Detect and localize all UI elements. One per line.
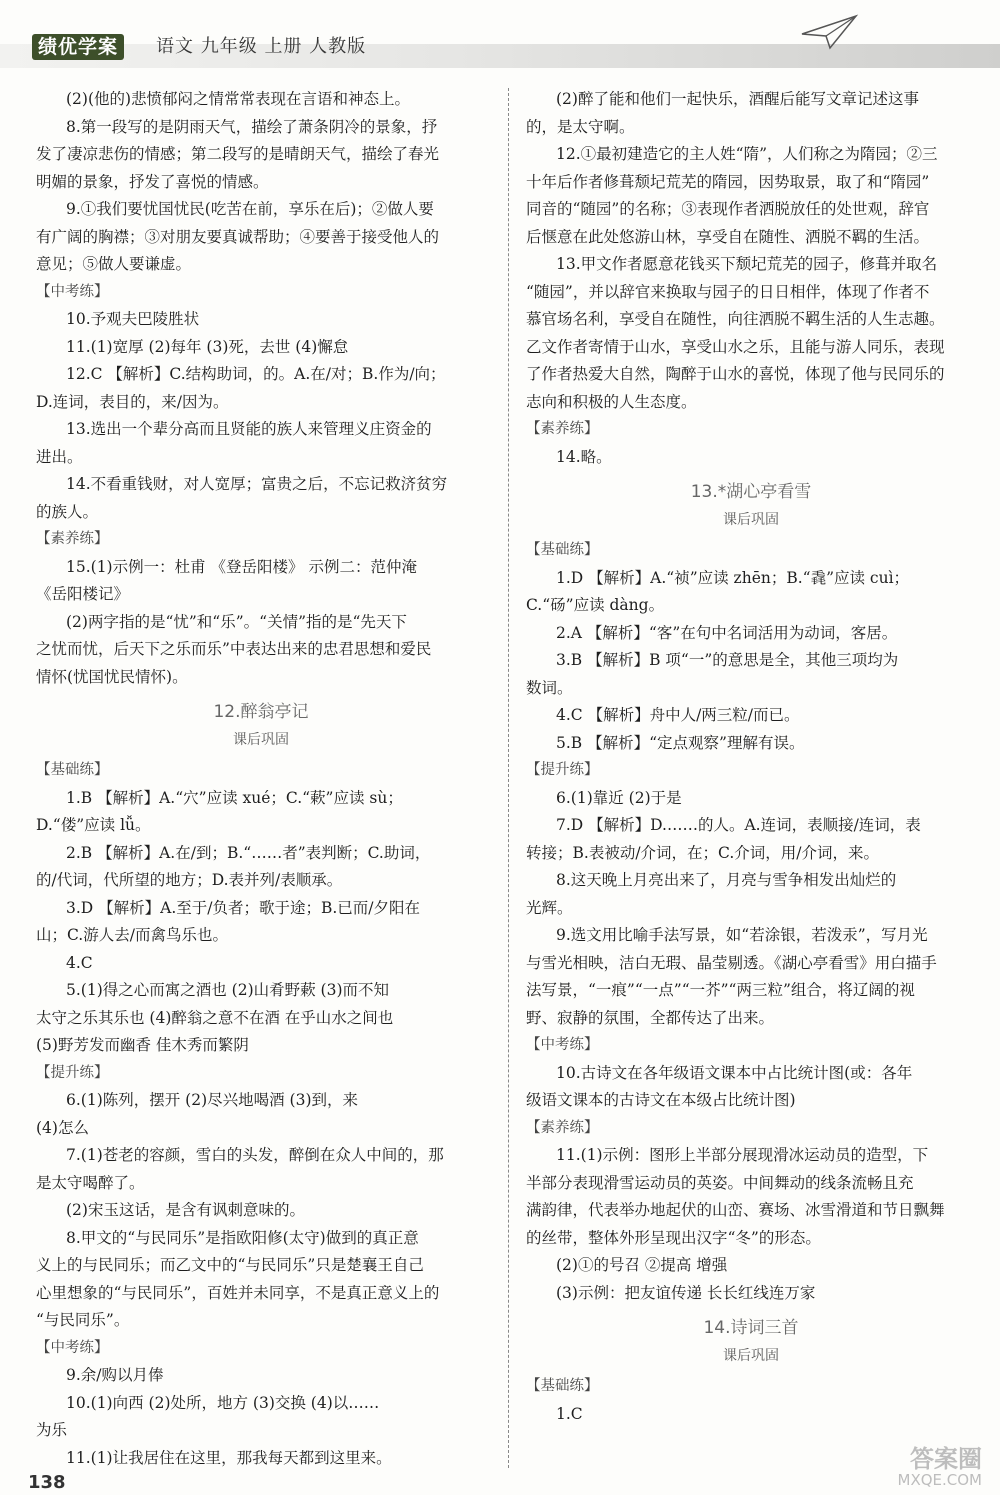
answer-line: D.“偻”应读 lǚ。 <box>36 816 151 834</box>
exercise-category: 【素养练】 <box>526 1119 599 1136</box>
exercise-category: 【提升练】 <box>36 1064 109 1081</box>
answer-line: 义上的与民同乐；而乙文中的“与民同乐”只是楚襄王自己 <box>36 1256 424 1274</box>
exercise-category: 【基础练】 <box>526 1378 599 1394</box>
answer-line: 之忧而忧，后天下之乐而乐”中表达出来的忠君思想和爱民 <box>36 640 432 658</box>
right-column <box>526 86 976 1428</box>
answer-line: 11.(1)宽厚 (2)每年 (3)死，去世 (4)懈怠 <box>66 337 349 356</box>
answer-line: 太守之乐其乐也 (4)醉翁之意不在酒 在乎山水之间也 <box>36 1008 394 1027</box>
answer-line: 法写景，“一痕”“一点”“一芥”“两三粒”组合，将辽阔的视 <box>526 981 915 999</box>
answer-line: 慕官场名利，享受自在随性，向往洒脱不羁生活的人生志趣。 <box>526 310 945 328</box>
answer-line: C.“砀”应读 dàng。 <box>526 596 665 614</box>
answer-line: 2.A 【解析】“客”在句中名词活用为动词，客居。 <box>556 623 898 642</box>
answer-line: 级语文课本的古诗文在本级占比统计图) <box>526 1091 796 1109</box>
book-meta: 语文 九年级 上册 人教版 <box>156 36 367 57</box>
left-column <box>36 86 486 1472</box>
answer-line: (2)两字指的是“忧”和“乐”。“关情”指的是“先天下 <box>66 612 407 631</box>
watermark-top: 答案圈 <box>910 1445 982 1473</box>
exercise-category: 【提升练】 <box>526 762 599 778</box>
answer-line: (2)宋玉这话，是含有讽刺意味的。 <box>66 1201 305 1219</box>
watermark-logo <box>812 1446 982 1490</box>
answer-line: 14.略。 <box>556 447 612 466</box>
paper-plane-icon <box>800 12 860 52</box>
answer-line: 数词。 <box>526 678 573 697</box>
answer-line: 意见；⑤做人要谦虚。 <box>36 255 192 273</box>
answer-line: 11.(1)示例：图形上半部分展现滑冰运动员的造型，下 <box>556 1146 929 1164</box>
answer-line: 半部分表现滑雪运动员的英姿。中间舞动的线条流畅且充 <box>526 1173 914 1192</box>
answer-line: 乙文作者寄情于山水，享受山水之乐，且能与游人同乐，表现 <box>526 337 945 356</box>
answer-line: 光辉。 <box>526 898 573 917</box>
section-subtitle: 课后巩固 <box>723 512 779 528</box>
answer-line: 的/代词，代所望的地方；D.表并列/表顺承。 <box>36 871 343 889</box>
answer-line: 8.第一段写的是阴雨天气，描绘了萧条阴冷的景象，抒 <box>66 117 438 136</box>
answer-line: 与雪光相映，洁白无瑕、晶莹剔透。《湖心亭看雪》用白描手 <box>526 953 937 972</box>
exercise-category: 【基础练】 <box>36 762 109 778</box>
answer-line: 15.(1)示例一：杜甫 《登岳阳楼》 示例二：范仲淹 <box>66 557 417 576</box>
answer-line: 2.B 【解析】A.在/到；B.“……者”表判断；C.助词， <box>66 843 431 862</box>
answer-line: 的族人。 <box>36 502 99 521</box>
section-title: 12.醉翁亭记 <box>213 702 309 722</box>
answer-line: 1.B 【解析】A.“穴”应读 xué；C.“蔌”应读 sù； <box>66 788 403 807</box>
exercise-category: 【基础练】 <box>526 542 599 558</box>
answer-line: 10.古诗文在各年级语文课本中占比统计图(或：各年 <box>556 1063 913 1082</box>
answer-line: 满韵律，代表举办地起伏的山峦、赛场、冰雪滑道和节日飘舞 <box>526 1201 945 1219</box>
exercise-category: 【中考练】 <box>36 1339 109 1356</box>
answer-line: 11.(1)让我居住在这里，那我每天都到这里来。 <box>66 1448 392 1467</box>
book-logo: 绩优学案 <box>32 34 124 60</box>
watermark-bottom: MXQE.COM <box>897 1471 982 1489</box>
answer-line: 8.甲文的“与民同乐”是指欧阳修(太守)做到的真正意 <box>66 1228 419 1247</box>
answer-line: 心里想象的“与民同乐”，百姓并未同享，不是真正意义上的 <box>36 1283 440 1302</box>
answer-line: 情怀(忧国忧民情怀)。 <box>36 667 188 686</box>
answer-line: (3)示例：把友谊传递 长长红线连万家 <box>556 1283 816 1302</box>
answer-line: 有广阔的胸襟；③对朋友要真诚帮助；④要善于接受他人的 <box>36 227 440 246</box>
answer-line: 野、寂静的氛围，全都传达了出来。 <box>526 1008 775 1027</box>
answer-line: 7.(1)苍老的容颜，雪白的头发，醉倒在众人中间的，那 <box>66 1146 444 1164</box>
answer-line: 14.不看重钱财，对人宽厚；富贵之后，不忘记救济贫穷 <box>66 475 448 493</box>
answer-line: (2)醉了能和他们一起快乐，酒醒后能写文章记述这事 <box>556 90 919 108</box>
column-divider <box>508 88 509 1468</box>
answer-line: D.连词，表目的，来/因为。 <box>36 392 229 411</box>
answer-line: 12.C 【解析】C.结构助词，的。A.在/对；B.作为/向； <box>66 365 446 383</box>
answer-line: (5)野芳发而幽香 佳木秀而繁阴 <box>36 1036 249 1054</box>
exercise-category: 【中考练】 <box>526 1037 599 1053</box>
answer-line: 5.B 【解析】“定点观察”理解有误。 <box>556 733 805 752</box>
section-subtitle: 课后巩固 <box>723 1348 779 1364</box>
answer-line: (2)①的号召 ②提高 增强 <box>556 1256 728 1274</box>
answer-line: 12.①最初建造它的主人姓“隋”，人们称之为隋园；②三 <box>556 145 938 163</box>
answer-line: 7.D 【解析】D.……的人。A.连词，表顺接/连词，表 <box>556 816 921 834</box>
answer-line: 进出。 <box>36 447 83 466</box>
answer-line: 13.选出一个辈分高而且贤能的族人来管理义庄资金的 <box>66 420 432 438</box>
answer-line: 9.①我们要忧国忧民(吃苦在前，享乐在后)；②做人要 <box>66 200 434 218</box>
page-header <box>0 0 1000 68</box>
page-number: 138 <box>28 1472 66 1493</box>
answer-line: 3.D 【解析】A.至于/负者；歌于途；B.已而/夕阳在 <box>66 898 421 917</box>
answer-line: 5.(1)得之心而寓之酒也 (2)山肴野蔌 (3)而不知 <box>66 981 390 999</box>
exercise-category: 【素养练】 <box>36 531 109 547</box>
exercise-category: 【中考练】 <box>36 283 109 300</box>
answer-line: 8.这天晚上月亮出来了，月亮与雪争相发出灿烂的 <box>556 871 897 889</box>
answer-line: 9.余/购以月俸 <box>66 1366 164 1384</box>
answer-line: 明媚的景象，抒发了喜悦的情感。 <box>36 172 269 191</box>
answer-line: 1.C <box>556 1404 583 1423</box>
answer-line: 志向和积极的人生态度。 <box>526 392 697 411</box>
answer-line: 4.C <box>66 953 93 972</box>
answer-line: 发了凄凉悲伤的情感；第二段写的是晴朗天气，描绘了春光 <box>36 145 440 163</box>
answer-line: 后惬意在此处悠游山林，享受自在随性、洒脱不羁的生活。 <box>526 227 930 246</box>
section-title: 13.*湖心亭看雪 <box>690 482 812 502</box>
answer-line: 9.选文用比喻手法写景，如“若涂银，若泼汞”，写月光 <box>556 926 928 944</box>
section-subtitle: 课后巩固 <box>233 732 289 748</box>
answer-line: “随园”，并以辞官来换取与园子的日日相伴，体现了作者不 <box>526 282 930 301</box>
answer-line: 是太守喝醉了。 <box>36 1173 145 1192</box>
answer-line: (4)怎么 <box>36 1118 89 1137</box>
answer-line: 《岳阳楼记》 <box>36 585 130 603</box>
answer-line: 6.(1)靠近 (2)于是 <box>556 788 682 807</box>
answer-line: 6.(1)陈列，摆开 (2)尽兴地喝酒 (3)到，来 <box>66 1091 359 1109</box>
answer-line: 10.(1)向西 (2)处所，地方 (3)交换 (4)以…… <box>66 1393 380 1412</box>
answer-line: 1.D 【解析】A.“祯”应读 zhēn；B.“毳”应读 cuì； <box>556 568 910 587</box>
answer-line: 同音的“随园”的名称；③表现作者洒脱放任的处世观，辞官 <box>526 200 930 218</box>
answer-line: 3.B 【解析】B 项“一”的意思是全，其他三项均为 <box>556 651 899 669</box>
answer-line: (2)(他的)悲愤郁闷之情常常表现在言语和神态上。 <box>66 90 411 108</box>
section-title: 14.诗词三首 <box>703 1318 799 1338</box>
exercise-category: 【素养练】 <box>526 421 599 437</box>
answer-line: “与民同乐”。 <box>36 1311 130 1329</box>
answer-line: 十年后作者修葺颓圮荒芜的隋园，因势取景，取了和“隋园” <box>526 172 930 191</box>
answer-line: 为乐 <box>36 1421 68 1439</box>
answer-line: 转接；B.表被动/介词，在；C.介词，用/介词，来。 <box>526 843 879 862</box>
answer-line: 山；C.游人去/而禽鸟乐也。 <box>36 926 228 944</box>
answer-line: 10.予观夫巴陵胜状 <box>66 310 200 328</box>
answer-line: 4.C 【解析】舟中人/两三粒/而已。 <box>556 706 800 724</box>
answer-line: 的，是太守啊。 <box>526 117 635 136</box>
answer-line: 的丝带，整体外形呈现出汉字“冬”的形态。 <box>526 1228 821 1247</box>
answer-line: 13.甲文作者愿意花钱买下颓圮荒芜的园子，修葺并取名 <box>556 255 938 273</box>
answer-line: 了作者热爱大自然，陶醉于山水的喜悦，体现了他与民同乐的 <box>526 365 945 383</box>
